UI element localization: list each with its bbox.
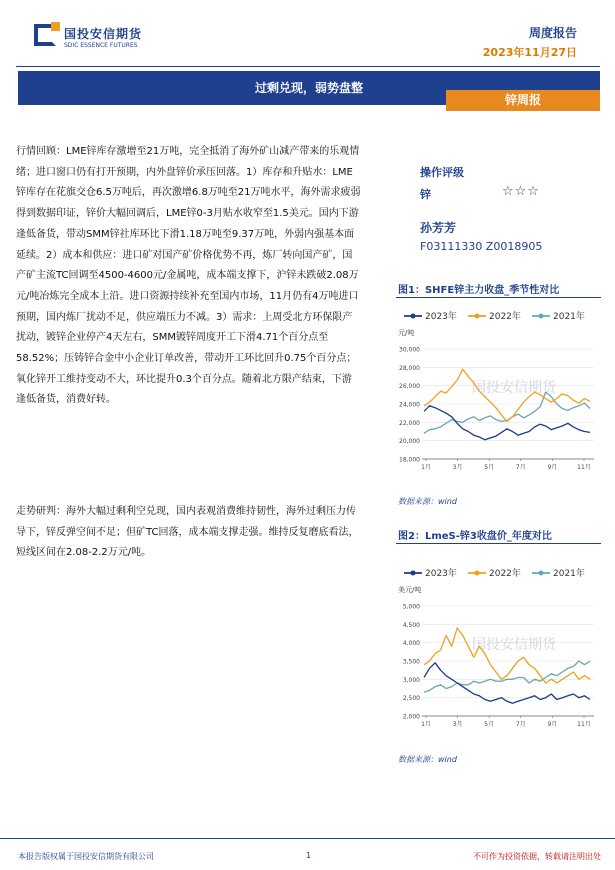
legend-label: 2023年 <box>425 569 457 579</box>
report-category-tab: 锌周报 <box>446 90 600 111</box>
y-tick-label: 2,000 <box>402 713 420 721</box>
legend-marker <box>539 314 544 319</box>
x-tick-label: 1月 <box>421 464 431 471</box>
disclaimer-note: 不可作为投资依据，转载请注明出处 <box>473 852 601 861</box>
watermark: 国投安信期货 <box>472 637 556 653</box>
y-tick-label: 4,000 <box>402 640 420 648</box>
x-tick-label: 9月 <box>547 464 558 471</box>
analyst-licenses: F03111330 Z0018905 <box>420 240 543 253</box>
x-tick-label: 3月 <box>452 721 463 728</box>
series-line <box>424 663 590 703</box>
legend-label: 2021年 <box>553 569 585 579</box>
header-divider <box>16 66 600 67</box>
y-tick-label: 30,000 <box>399 346 420 354</box>
company-name-en: SDIC ESSENCE FUTURES <box>64 42 138 49</box>
legend-marker <box>475 314 480 319</box>
report-date: 2023年11月27日 <box>482 46 577 59</box>
x-tick-label: 5月 <box>484 721 495 728</box>
rating-item: 锌 <box>420 188 431 201</box>
report-title: 过剩兑现，弱势盘整 <box>254 81 363 95</box>
x-tick-label: 11月 <box>577 721 591 728</box>
figure-2-title: 图2：LmeS-锌3收盘价_年度对比 <box>398 531 552 542</box>
x-tick-label: 11月 <box>577 464 591 471</box>
x-tick-label: 3月 <box>452 464 463 471</box>
copyright-note: 本报告版权属于国投安信期货有限公司 <box>18 852 154 861</box>
y-tick-label: 18,000 <box>399 456 420 464</box>
company-logo <box>34 24 56 46</box>
y-tick-label: 24,000 <box>399 401 420 409</box>
page-number: 1 <box>306 851 312 860</box>
series-line <box>424 406 590 440</box>
y-axis-unit: 美元/吨 <box>398 586 422 594</box>
rating-stars: ☆☆☆ <box>502 184 540 199</box>
watermark: 国投安信期货 <box>472 380 556 396</box>
figure-1-divider <box>396 297 601 298</box>
x-tick-label: 7月 <box>515 721 526 728</box>
figure-1-title: 图1：SHFE锌主力收盘_季节性对比 <box>398 285 560 296</box>
legend-label: 2022年 <box>489 569 521 579</box>
y-tick-label: 4,500 <box>402 621 420 629</box>
x-tick-label: 9月 <box>547 721 558 728</box>
y-tick-label: 2,500 <box>402 695 420 703</box>
y-tick-label: 26,000 <box>399 383 420 391</box>
legend-marker <box>539 571 544 576</box>
series-line <box>424 392 590 433</box>
x-tick-label: 5月 <box>484 464 495 471</box>
y-tick-label: 5,000 <box>402 603 420 611</box>
report-type: 周度报告 <box>528 26 577 40</box>
figure-2-source: 数据来源：wind <box>398 755 457 764</box>
y-tick-label: 22,000 <box>399 419 420 427</box>
y-tick-label: 20,000 <box>399 438 420 446</box>
market-review-paragraph: 行情回顾：LME锌库存激增至21万吨，完全抵消了海外矿山减产带来的乐观情绪；进口窗口仍有打开预期，内外盘锌价承压回落。1）库存和升贴水：LME锌库存在花旗交仓6.5万吨后，再次激增6.8万吨至21万吨水平，海外需求疲弱得到数据印证，锌价大幅回调后，LME锌0-3月贴水收窄至1.5美元。国内下游逢低备货，带动SMM锌社库环比下滑1.18万吨至9.37万吨，外弱内强基本面延续。2）成本和供应：进口矿对国产矿价格优势不再，炼厂转向国产矿，国产矿主流TC回调至4500-4600元/金属吨，成本端支撑下，沪锌未跌破2.08万元/吨冶炼完全成本上沿。进口资源持续补充至国内市场，11月仍有4万吨进口预期，国内炼厂扰动不足，供应端压力不减。3）需求：上周受北方环保限产扰动，镀锌企业停产4天左右，SMM镀锌周度开工下滑4.71个百分点至58.52%；压铸锌合金中小企业订单改善，带动开工环比回升0.75个百分点；氧化锌开工维持变动不大，环比提升0.3个百分点。随着北方限产结束，下游逢低备货，消费好转。 <box>16 146 361 406</box>
rating-heading: 操作评级 <box>420 166 464 179</box>
y-axis-unit: 元/吨 <box>398 329 415 337</box>
footer-divider <box>0 838 615 839</box>
analyst-name: 孙芳芳 <box>420 221 457 235</box>
figure-1-source: 数据来源：wind <box>398 497 457 506</box>
figure-2-divider <box>396 543 601 544</box>
x-tick-label: 1月 <box>421 721 431 728</box>
legend-marker <box>475 571 480 576</box>
y-tick-label: 3,500 <box>402 658 420 666</box>
series-line <box>424 661 590 692</box>
x-tick-label: 7月 <box>515 464 526 471</box>
legend-label: 2021年 <box>553 312 585 322</box>
legend-label: 2022年 <box>489 312 521 322</box>
outlook-paragraph: 走势研判：海外大幅过剩利空兑现，国内表观消费维持韧性，海外过剩压力传导下，锌反弹空间不足；但矿TC回落，成本端支撑走强。维持反复磨底看法，短线区间在2.08-2.2万元/吨。 <box>16 506 359 559</box>
figure-2-chart <box>396 560 601 742</box>
y-tick-label: 3,000 <box>402 676 420 684</box>
company-name: 国投安信期货 <box>64 27 143 41</box>
legend-label: 2023年 <box>425 312 457 322</box>
figure-1-chart <box>396 303 601 485</box>
legend-marker <box>411 571 416 576</box>
y-tick-label: 28,000 <box>399 364 420 372</box>
legend-marker <box>411 314 416 319</box>
